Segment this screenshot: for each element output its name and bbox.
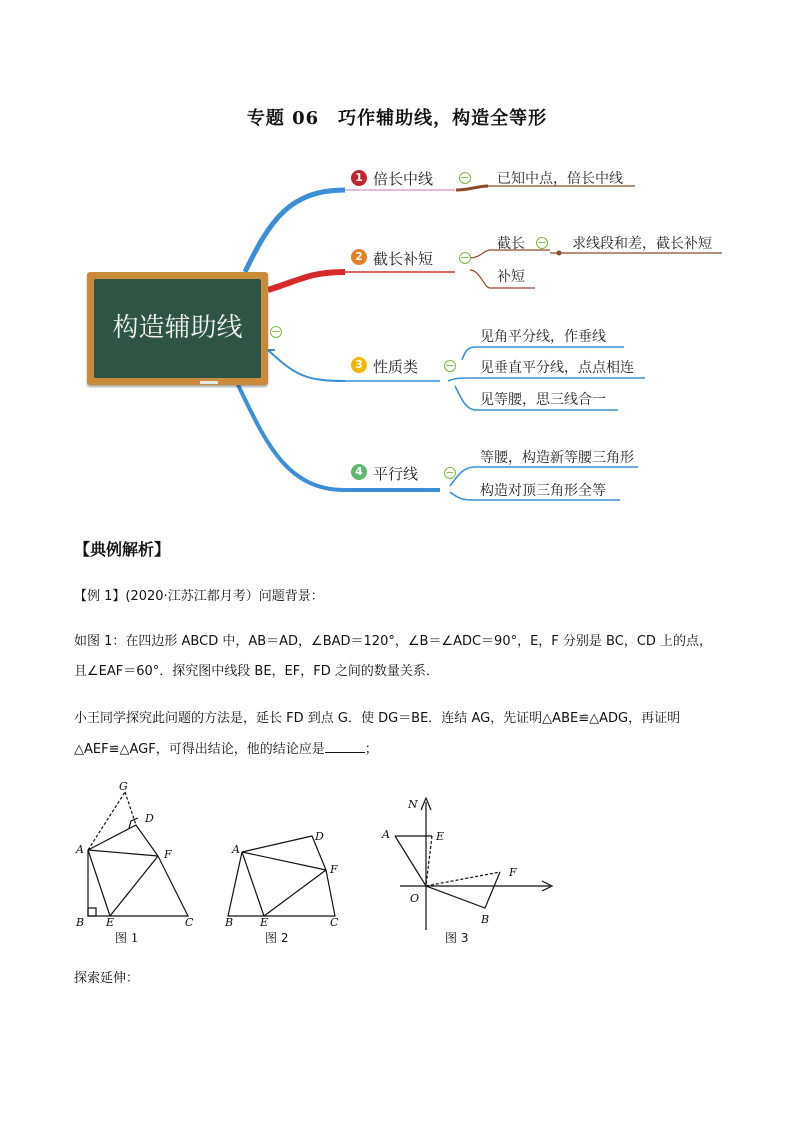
fig1-point-label: D xyxy=(145,812,154,825)
example-paragraph-2b-text: △AEF≌△AGF，可得出结论，他的结论应是 xyxy=(74,742,325,757)
figure-3-caption: 图 3 xyxy=(445,931,469,945)
example-paragraph-2b xyxy=(74,740,378,760)
figure-2 xyxy=(228,836,335,916)
example-paragraph-1a: 如图 1：在四边形 ABCD 中，AB＝AD，∠BAD＝120°，∠B＝∠ADC＝90°，E，F 分别是 BC，CD 上的点， xyxy=(74,634,713,649)
branch-4-child-2[interactable]: 构造对顶三角形全等 xyxy=(480,483,606,499)
branch-2-label[interactable]: 截长补短 xyxy=(373,250,434,268)
branch-1-number: 1 xyxy=(351,170,367,186)
collapse-minus-icon[interactable]: − xyxy=(537,236,547,249)
figure-3 xyxy=(395,798,552,930)
fig3-point-label: O xyxy=(410,892,420,905)
section-heading: 【典例解析】 xyxy=(74,540,171,559)
fig3-point-label: A xyxy=(382,828,390,841)
branch-3-child-2[interactable]: 见垂直平分线，点点相连 xyxy=(480,360,634,376)
figure-1-caption: 图 1 xyxy=(115,931,139,945)
fig1-point-label: E xyxy=(106,916,115,929)
answer-blank[interactable] xyxy=(325,740,365,753)
branch-4-number: 4 xyxy=(351,464,367,480)
example-paragraph-2a: 小王同学探究此问题的方法是，延长 FD 到点 G．使 DG＝BE．连结 AG，先证明△ABE≌△ADG，再证明 xyxy=(74,711,681,726)
fig1-point-label: A xyxy=(76,843,84,856)
mindmap-root: 构造辅助线 xyxy=(112,313,243,343)
geometry-figures xyxy=(60,780,580,950)
fig2-point-label: F xyxy=(330,863,338,876)
branch-3-child-3[interactable]: 见等腰，思三线合一 xyxy=(480,392,606,408)
fig2-point-label: D xyxy=(315,830,324,843)
extend-heading: 探索延伸： xyxy=(74,971,140,986)
branch-2-sub[interactable]: 求线段和差，截长补短 xyxy=(572,236,712,252)
fig3-point-label: B xyxy=(481,913,490,926)
fig1-point-label: C xyxy=(185,916,194,929)
page-title: 专题 06 巧作辅助线，构造全等形 xyxy=(246,108,548,129)
collapse-minus-icon[interactable]: − xyxy=(271,325,281,338)
branch-2-child-2[interactable]: 补短 xyxy=(497,269,525,285)
fig2-point-label: E xyxy=(260,916,269,929)
fig3-point-label: N xyxy=(408,798,418,811)
example-paragraph-1b: 且∠EAF＝60°．探究图中线段 BE，EF，FD 之间的数量关系． xyxy=(74,664,439,679)
fig1-point-label: F xyxy=(164,848,172,861)
branch-1-label[interactable]: 倍长中线 xyxy=(373,170,434,188)
branch-3-number: 3 xyxy=(351,357,367,373)
fig2-point-label: A xyxy=(232,843,240,856)
figure-1 xyxy=(88,792,188,916)
branch-2-child-1[interactable]: 截长 xyxy=(497,236,525,252)
fig1-point-label: G xyxy=(119,780,128,793)
collapse-minus-icon[interactable]: − xyxy=(460,251,470,264)
example-intro: 【例 1】(2020·江苏江都月考）问题背景： xyxy=(74,589,324,604)
fig3-point-label: E xyxy=(436,830,445,843)
branch-1-child-1[interactable]: 已知中点，倍长中线 xyxy=(497,171,623,187)
collapse-minus-icon[interactable]: − xyxy=(445,466,455,479)
branch-3-label[interactable]: 性质类 xyxy=(373,358,419,376)
branch-2-number: 2 xyxy=(351,249,367,265)
chalk-icon xyxy=(200,381,218,384)
collapse-minus-icon[interactable]: − xyxy=(460,171,470,184)
branch-4-label[interactable]: 平行线 xyxy=(373,465,419,483)
fig3-point-label: F xyxy=(509,866,517,879)
fig1-point-label: B xyxy=(76,916,85,929)
fig2-point-label: B xyxy=(225,916,234,929)
figure-2-labels xyxy=(224,830,339,929)
fig2-point-label: C xyxy=(330,916,339,929)
example-paragraph-2b-end: ； xyxy=(364,742,378,757)
branch-4-child-1[interactable]: 等腰，构造新等腰三角形 xyxy=(480,450,634,466)
branch-3-child-1[interactable]: 见角平分线，作垂线 xyxy=(480,329,606,345)
collapse-minus-icon[interactable]: − xyxy=(445,359,455,372)
figure-2-caption: 图 2 xyxy=(265,931,289,945)
figure-3-labels xyxy=(381,798,517,926)
